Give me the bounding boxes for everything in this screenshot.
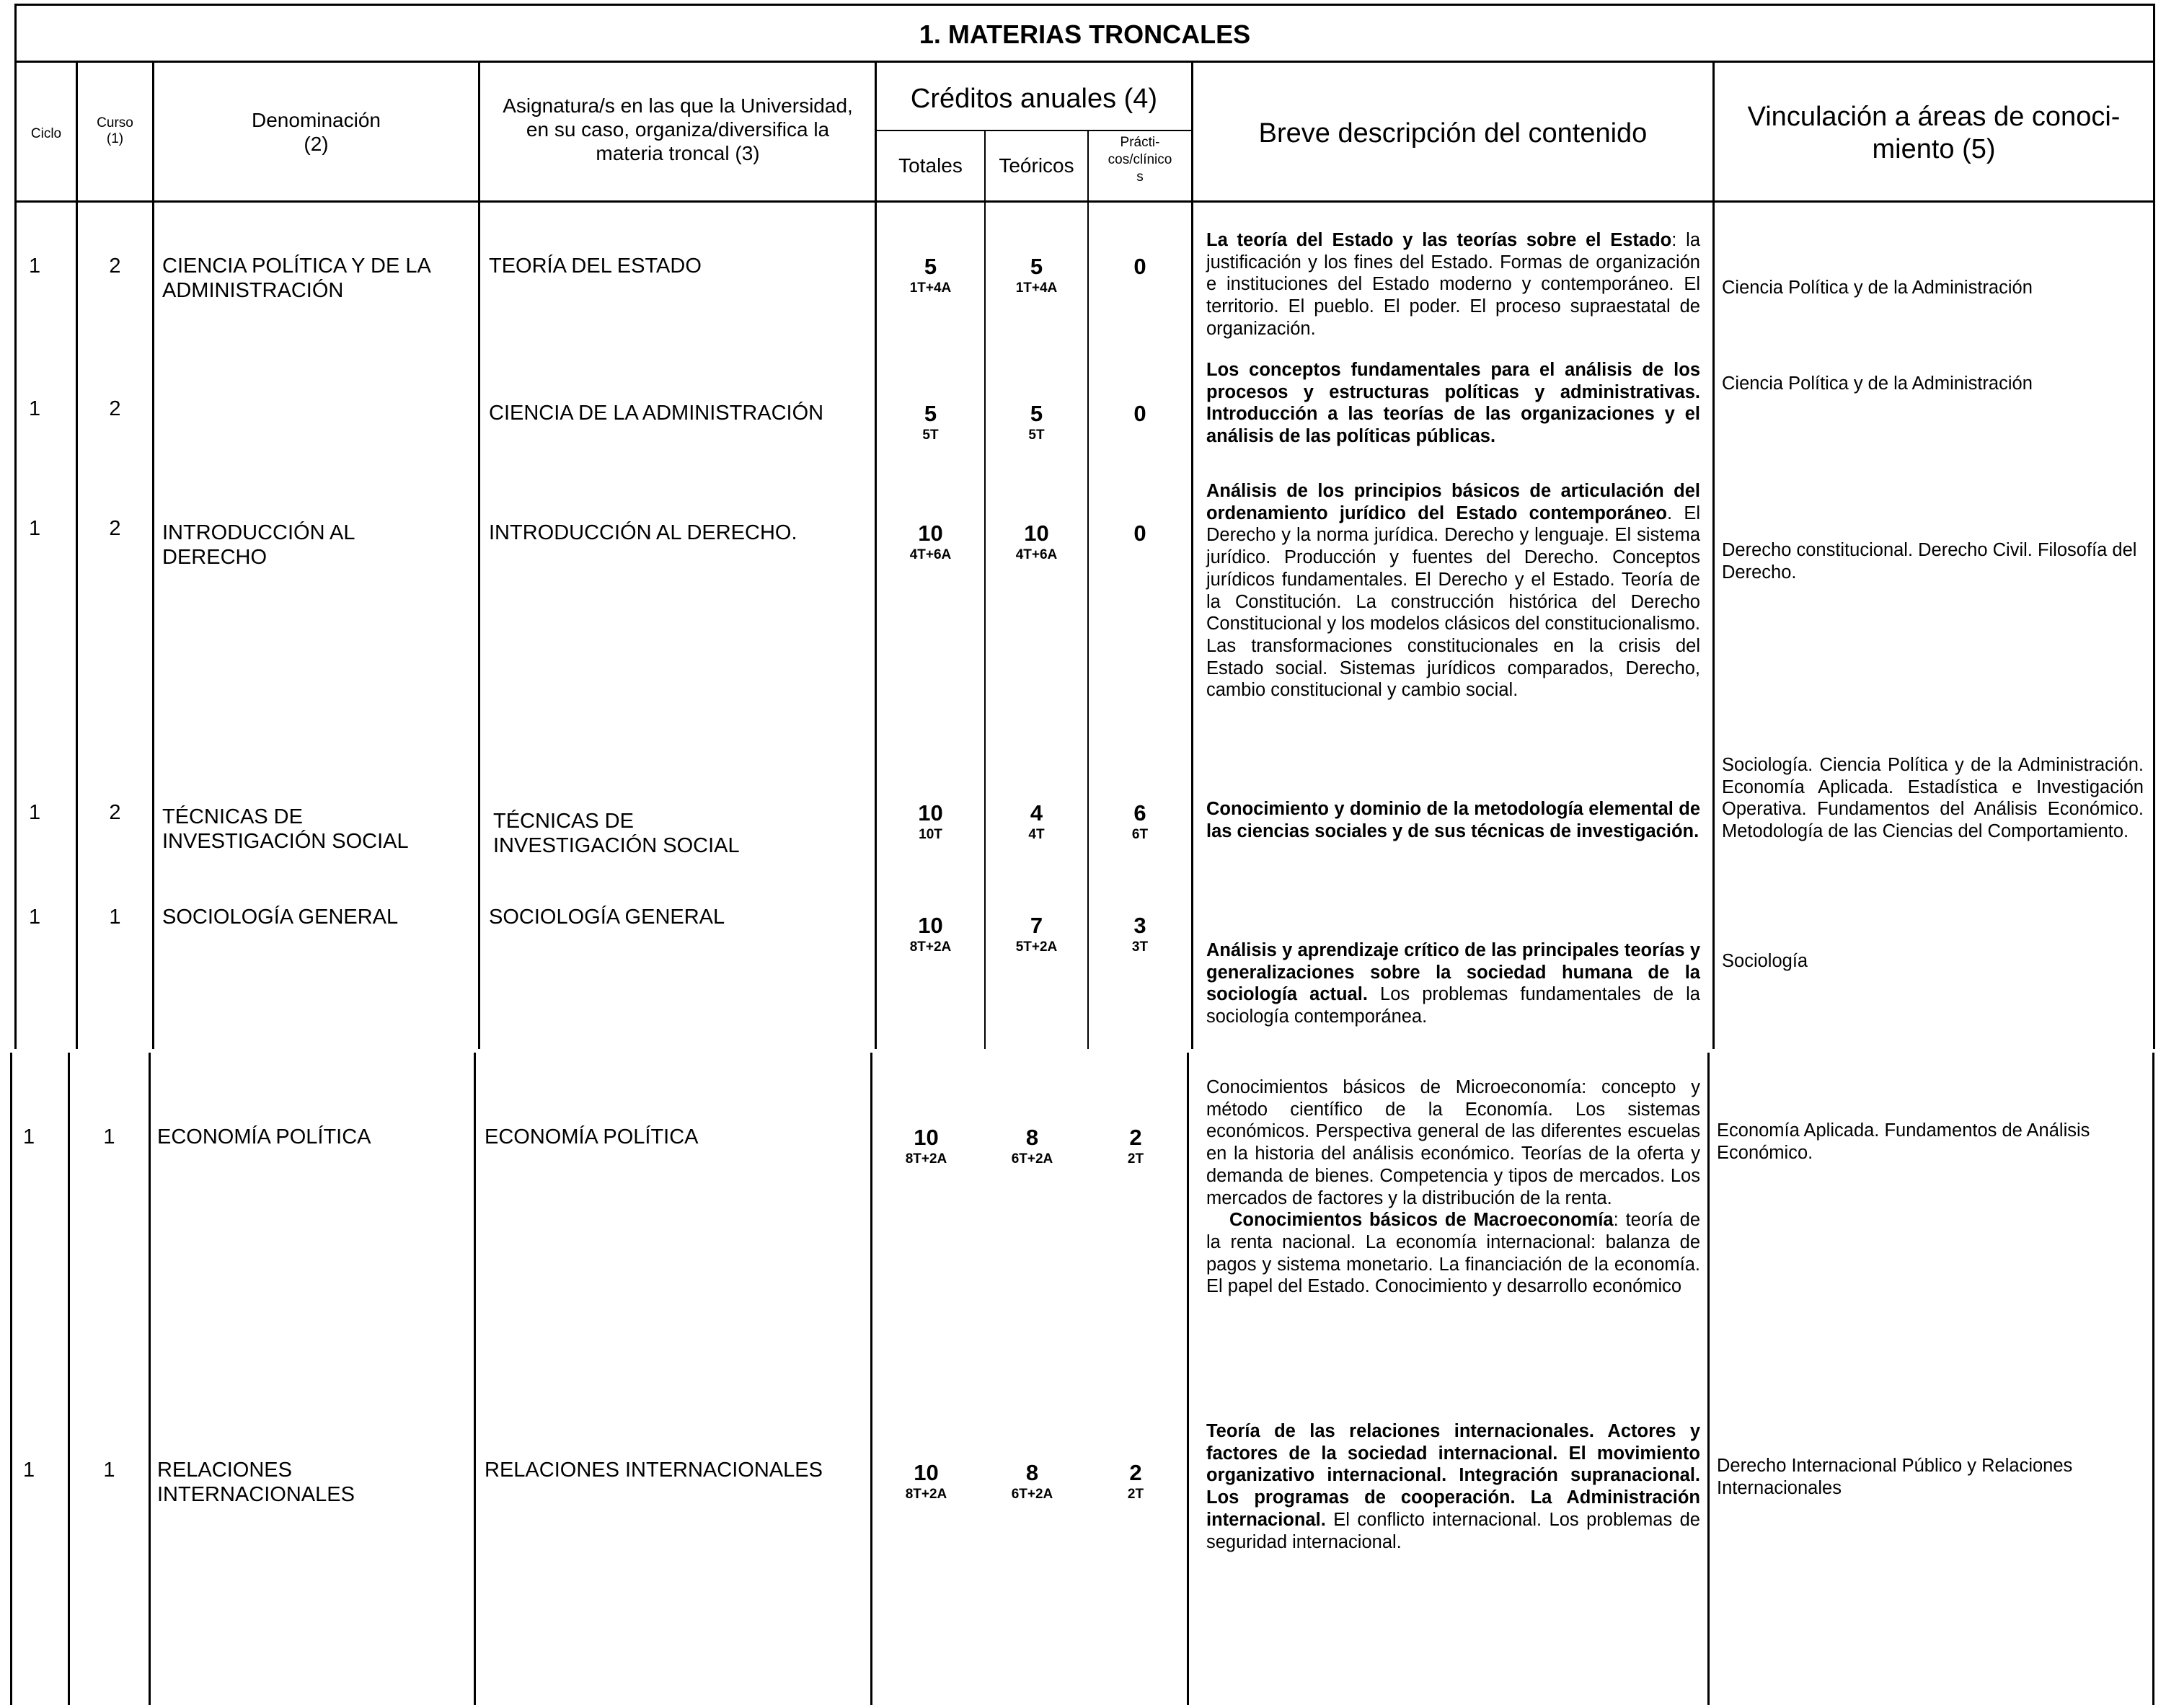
row-1-descripcion bbox=[1206, 229, 1700, 340]
row-5-descripcion-bold: Análisis y aprendizaje crítico de las principales teorías y generalizaciones sobre la sociedad humana de la sociología actual. bbox=[1206, 940, 1700, 1005]
row-5-curso: 1 bbox=[109, 906, 121, 929]
row-6-teoricos-sub: 6T+2A bbox=[1011, 1151, 1053, 1167]
row-3-curso: 2 bbox=[109, 517, 121, 540]
row-1-practicos: 0 bbox=[1133, 254, 1146, 279]
row-5-denominacion: SOCIOLOGÍA GENERAL bbox=[162, 906, 399, 929]
row-3-totales-sub: 4T+6A bbox=[909, 547, 952, 562]
table-border-top bbox=[14, 4, 2155, 6]
row-7-teoricos: 8 bbox=[1025, 1460, 1039, 1485]
row-4-totales: 10 bbox=[918, 800, 943, 826]
row-5-totales-sub: 8T+2A bbox=[909, 939, 952, 955]
row-6-curso: 1 bbox=[103, 1125, 115, 1149]
table-border-left bbox=[14, 4, 17, 1049]
row-1-vinculacion: Ciencia Política y de la Administración bbox=[1722, 278, 2033, 298]
row-4-descripcion bbox=[1206, 798, 1700, 842]
row-6-asignatura: ECONOMÍA POLÍTICA bbox=[485, 1125, 699, 1149]
row-3-teoricos-sub: 4T+6A bbox=[1015, 547, 1058, 562]
row-2-curso: 2 bbox=[109, 397, 121, 420]
row-1-descripcion-text: : la justificación y los fines del Estado. Formas de organización e instituciones del Estado moderno y contemporáneo. El territorio. El pueblo. El poder. El proceso supraestatal de organización. bbox=[1206, 230, 1700, 339]
row-6-practicos-sub: 2T bbox=[1127, 1151, 1144, 1167]
row-5-practicos: 3 bbox=[1133, 913, 1146, 938]
header-teoricos: Teóricos bbox=[999, 154, 1074, 177]
row-6-teoricos: 8 bbox=[1025, 1125, 1039, 1150]
row-6-descripcion2-text: : teoría de la renta nacional. La economía internacional: balanza de pagos y sistema monetario. La financiación de la economía. El papel del Estado. Conocimiento y desarrollo económico bbox=[1206, 1210, 1700, 1297]
row-1-denominacion: CIENCIA POLÍTICA Y DE LA ADMINISTRACIÓN bbox=[162, 255, 430, 303]
row-3-ciclo: 1 bbox=[29, 517, 41, 540]
header-ciclo: Ciclo bbox=[30, 126, 62, 141]
row-6-totales: 10 bbox=[914, 1125, 939, 1150]
lower-border-left bbox=[10, 1053, 12, 1705]
header-descripcion: Breve descripción del contenido bbox=[1258, 118, 1648, 149]
row-1-teoricos: 5 bbox=[1030, 254, 1043, 279]
row-5-totales: 10 bbox=[918, 913, 943, 938]
row-3-descripcion-bold: Análisis de los principios básicos de articulación del ordenamiento jurídico del Estado contemporáneo bbox=[1206, 481, 1700, 523]
row-3-descripcion-text: . El Derecho y la norma jurídica. Derecho y lenguaje. El sistema jurídico. Producción y fuentes del Derecho. Conceptos jurídicos fundamentales. El Derecho y el Estado. Teoría de la Constitución. La construcción histórica del Derecho Constitucional y los modelos clásicos del constitucionalismo. Las transformaciones constitucionales en la crisis del Estado social. Sistemas jurídicos comparados, Derecho, cambio constitucional y cambio social. bbox=[1206, 503, 1700, 701]
row-7-totales-sub: 8T+2A bbox=[905, 1487, 947, 1502]
row-2-asignatura: CIENCIA DE LA ADMINISTRACIÓN bbox=[489, 402, 824, 425]
lower-border-right bbox=[2152, 1053, 2154, 1705]
lower-col-line-6 bbox=[1707, 1053, 1710, 1705]
row-1-teoricos-sub: 1T+4A bbox=[1015, 280, 1058, 296]
row-3-totales: 10 bbox=[918, 521, 943, 546]
row-6-denominacion: ECONOMÍA POLÍTICA bbox=[157, 1125, 371, 1149]
row-7-vinculacion: Derecho Internacional Público y Relaciones Internacionales bbox=[1717, 1456, 2073, 1498]
lower-col-line-2 bbox=[149, 1053, 151, 1705]
row-4-curso: 2 bbox=[109, 801, 121, 824]
row-7-descripcion bbox=[1206, 1420, 1700, 1553]
row-4-practicos: 6 bbox=[1133, 800, 1146, 826]
col-line-3 bbox=[478, 61, 480, 1049]
header-totales: Totales bbox=[898, 154, 963, 177]
header-curso: Curso (1) bbox=[97, 115, 133, 147]
row-4-vinculacion: Sociología. Ciencia Política y de la Administración. Economía Aplicada. Estadística e Investigación Operativa. Fundamentos del Análisis Económico. Metodología de las Ciencias del Comportamiento. bbox=[1722, 755, 2144, 842]
header-practicos: Prácti- cos/clínico s bbox=[1108, 135, 1172, 185]
row-2-descripcion-bold: Los conceptos fundamentales para el análisis de los procesos y estructuras políticas y administrativas. Introducción a las teorías de las organizaciones y el análisis de las políticas públicas. bbox=[1206, 360, 1700, 447]
row-4-denominacion: TÉCNICAS DE INVESTIGACIÓN SOCIAL bbox=[162, 805, 409, 854]
row-6-totales-sub: 8T+2A bbox=[905, 1151, 947, 1167]
row-7-descripcion-bold: Teoría de las relaciones internacionales. Actores y factores de la sociedad internacional. El movimiento organizativo internacional. Integración supranacional. Los programas de cooperación. La Administración internacional. bbox=[1206, 1421, 1700, 1530]
row-7-descripcion-text: El conflicto internacional. Los problemas de seguridad internacional. bbox=[1206, 1509, 1700, 1552]
row-1-descripcion-bold: La teoría del Estado y las teorías sobre el Estado bbox=[1206, 230, 1672, 250]
row-4-asignatura: TÉCNICAS DE INVESTIGACIÓN SOCIAL bbox=[493, 810, 740, 858]
row-6-practicos: 2 bbox=[1129, 1125, 1142, 1150]
row-5-descripcion bbox=[1206, 939, 1700, 1028]
header-denominacion: Denominación (2) bbox=[252, 109, 381, 156]
row-5-vinculacion: Sociología bbox=[1722, 951, 1808, 971]
row-2-totales: 5 bbox=[924, 401, 937, 426]
row-5-asignatura: SOCIOLOGÍA GENERAL bbox=[489, 906, 725, 929]
row-7-practicos: 2 bbox=[1129, 1460, 1142, 1485]
row-1-totales-sub: 1T+4A bbox=[909, 280, 952, 296]
header-vinculacion: Vinculación a áreas de conoci- miento (5) bbox=[1747, 102, 2121, 164]
row-2-vinculacion: Ciencia Política y de la Administración bbox=[1722, 373, 2033, 394]
row-4-teoricos-sub: 4T bbox=[1028, 827, 1045, 842]
row-4-practicos-sub: 6T bbox=[1131, 827, 1149, 842]
row-1-asignatura: TEORÍA DEL ESTADO bbox=[489, 255, 702, 278]
row-2-totales-sub: 5T bbox=[922, 428, 939, 443]
row-1-curso: 2 bbox=[109, 255, 121, 278]
row-4-teoricos: 4 bbox=[1030, 800, 1043, 826]
row-6-descripcion2-bold: Conocimientos básicos de Macroeconomía bbox=[1229, 1210, 1614, 1231]
row-3-teoricos: 10 bbox=[1024, 521, 1049, 546]
row-2-ciclo: 1 bbox=[29, 397, 41, 420]
row-1-totales: 5 bbox=[924, 254, 937, 279]
row-3-descripcion bbox=[1206, 480, 1700, 702]
row-5-teoricos: 7 bbox=[1030, 913, 1043, 938]
row-2-descripcion bbox=[1206, 359, 1700, 448]
row-3-asignatura: INTRODUCCIÓN AL DERECHO. bbox=[489, 521, 797, 544]
row-6-ciclo: 1 bbox=[23, 1125, 35, 1149]
header-asignaturas: Asignatura/s en las que la Universidad, en su caso, organiza/diversifica la materia troncal (3) bbox=[503, 94, 853, 165]
row-2-teoricos-sub: 5T bbox=[1028, 428, 1045, 443]
header-creditos: Créditos anuales (4) bbox=[910, 84, 1158, 114]
table-border-right bbox=[2153, 4, 2155, 1049]
row-1-ciclo: 1 bbox=[29, 255, 41, 278]
header-bottom bbox=[14, 200, 2155, 203]
row-6-descripcion-text: Conocimientos básicos de Microeconomía: concepto y método científico de la Economía. Los sistemas económicos. Perspectiva general de las diferentes escuelas en la historia del análisis económico. Teorías de la oferta y demanda de bienes. Competencia y tipos de mercados. Los mercados de factores y la distribución de la renta. bbox=[1206, 1077, 1700, 1208]
row-6-vinculacion: Economía Aplicada. Fundamentos de Análisis Económico. bbox=[1717, 1120, 2090, 1163]
row-3-denominacion: INTRODUCCIÓN AL DERECHO bbox=[162, 521, 355, 570]
row-3-practicos: 0 bbox=[1133, 521, 1146, 546]
row-7-totales: 10 bbox=[914, 1460, 939, 1485]
row-5-teoricos-sub: 5T+2A bbox=[1015, 939, 1058, 955]
col-line-2 bbox=[152, 61, 154, 1049]
row-2-practicos: 0 bbox=[1133, 401, 1146, 426]
col-line-8 bbox=[1712, 61, 1715, 1049]
lower-col-line-5 bbox=[1187, 1053, 1189, 1705]
row-7-practicos-sub: 2T bbox=[1127, 1487, 1144, 1502]
row-2-teoricos: 5 bbox=[1030, 401, 1043, 426]
row-7-denominacion: RELACIONES INTERNACIONALES bbox=[157, 1459, 355, 1507]
row-7-curso: 1 bbox=[103, 1459, 115, 1482]
row-3-vinculacion: Derecho constitucional. Derecho Civil. Filosofía del Derecho. bbox=[1722, 540, 2137, 583]
credits-separator bbox=[875, 130, 1193, 131]
title-separator bbox=[14, 61, 2155, 63]
row-7-teoricos-sub: 6T+2A bbox=[1011, 1487, 1053, 1502]
row-7-asignatura: RELACIONES INTERNACIONALES bbox=[485, 1459, 823, 1482]
row-4-totales-sub: 10T bbox=[919, 827, 942, 842]
col-line-1 bbox=[76, 61, 78, 1049]
row-4-ciclo: 1 bbox=[29, 801, 41, 824]
table-title: 1. MATERIAS TRONCALES bbox=[919, 19, 1251, 49]
lower-col-line-3 bbox=[474, 1053, 476, 1705]
row-5-ciclo: 1 bbox=[29, 906, 41, 929]
row-7-ciclo: 1 bbox=[23, 1459, 35, 1482]
row-6-descripcion bbox=[1206, 1076, 1700, 1298]
col-line-7 bbox=[1191, 61, 1193, 1049]
lower-col-line-1 bbox=[68, 1053, 70, 1705]
row-5-practicos-sub: 3T bbox=[1131, 939, 1149, 955]
row-4-descripcion-bold: Conocimiento y dominio de la metodología elemental de las ciencias sociales y de sus técnicas de investigación. bbox=[1206, 799, 1700, 841]
row-5-descripcion-text: Los problemas fundamentales de la sociología contemporánea. bbox=[1206, 984, 1700, 1027]
